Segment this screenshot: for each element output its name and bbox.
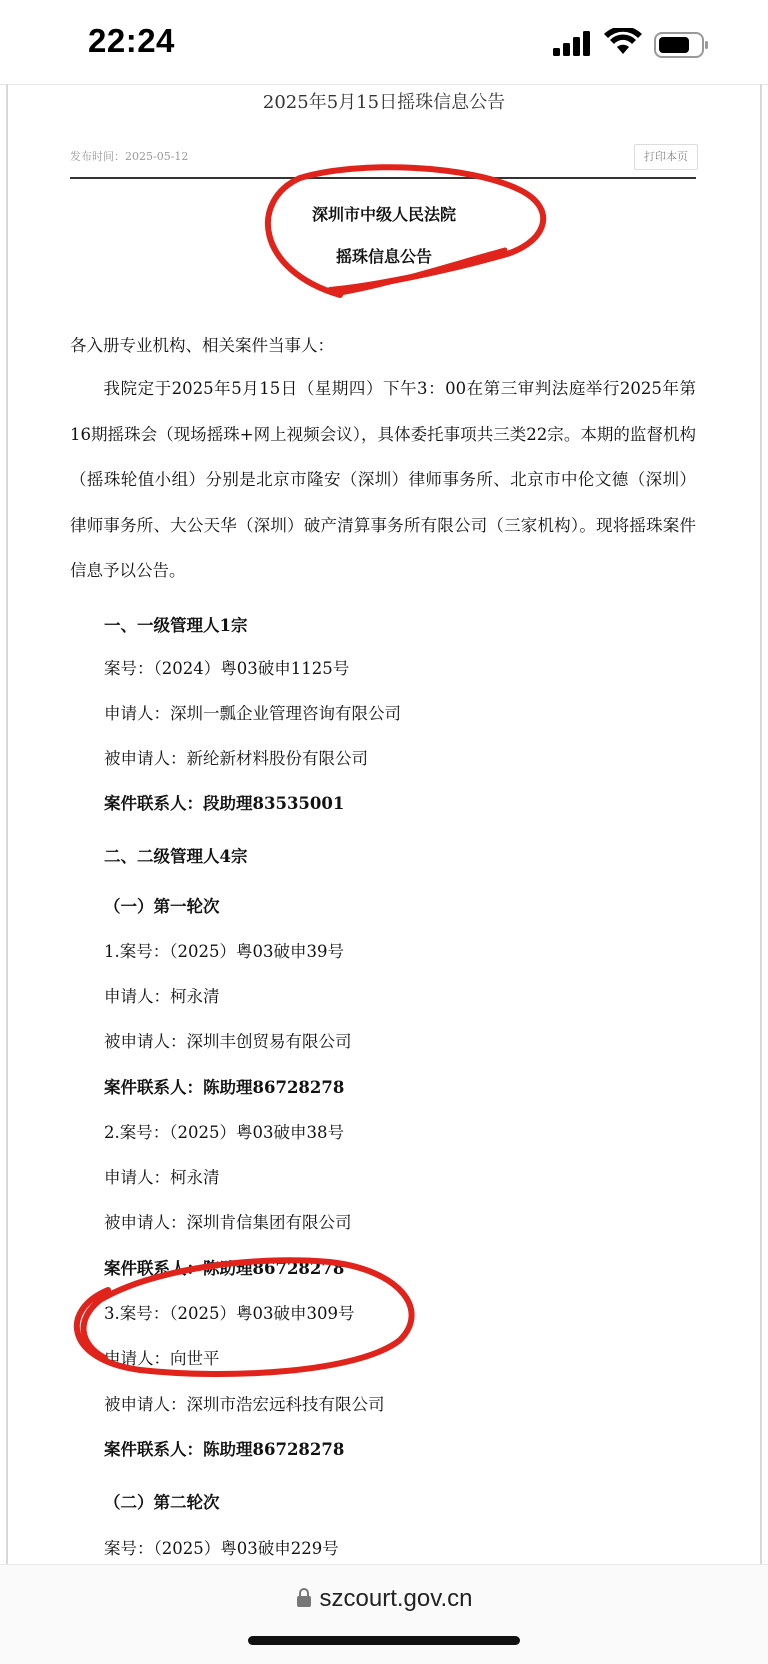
publish-date: 发布时间：2025-05-12 bbox=[70, 150, 189, 163]
case-number: 案号：（2025）粤03破申229号 bbox=[104, 1539, 339, 1558]
header-divider bbox=[70, 177, 696, 179]
page-border-right bbox=[760, 84, 762, 1564]
case-contact: 案件联系人：段助理83535001 bbox=[104, 794, 345, 813]
applicant: 申请人：柯永清 bbox=[104, 987, 220, 1006]
clock: 22:24 bbox=[88, 22, 175, 59]
applicant: 申请人：柯永清 bbox=[104, 1168, 220, 1187]
notice-body bbox=[70, 366, 696, 594]
address-bar[interactable] bbox=[0, 1585, 768, 1613]
applicant: 申请人：向世平 bbox=[104, 1349, 220, 1368]
salutation: 各入册专业机构、相关案件当事人： bbox=[70, 336, 334, 355]
respondent: 被申请人：深圳肯信集团有限公司 bbox=[104, 1213, 352, 1232]
case-contact: 案件联系人：陈助理86728278 bbox=[104, 1259, 345, 1278]
notice-title: 摇珠信息公告 bbox=[335, 247, 432, 266]
page-border-left bbox=[6, 84, 8, 1564]
respondent: 被申请人：新纶新材料股份有限公司 bbox=[104, 749, 368, 768]
browser-bottom-bar bbox=[0, 1564, 768, 1664]
applicant: 申请人：深圳一瓢企业管理咨询有限公司 bbox=[104, 704, 401, 723]
court-name: 深圳市中级人民法院 bbox=[311, 205, 456, 224]
url-text: szcourt.gov.cn bbox=[319, 1585, 473, 1612]
section-2-heading: 二、二级管理人4宗 bbox=[104, 847, 248, 866]
round-1-heading: （一）第一轮次 bbox=[104, 897, 220, 916]
case-contact: 案件联系人：陈助理86728278 bbox=[104, 1440, 345, 1459]
section-1-heading: 一、一级管理人1宗 bbox=[104, 616, 248, 635]
page-title: 2025年5月15日摇珠信息公告 bbox=[262, 92, 506, 113]
cellular-signal-icon bbox=[552, 30, 592, 56]
print-button[interactable]: 打印本页 bbox=[634, 144, 698, 170]
battery-icon bbox=[654, 32, 710, 58]
page-top-edge bbox=[0, 84, 768, 85]
home-indicator[interactable] bbox=[248, 1636, 520, 1645]
case-number: 案号：（2024）粤03破申1125号 bbox=[104, 659, 350, 678]
lock-icon bbox=[296, 1588, 312, 1608]
case-number: 1.案号：（2025）粤03破申39号 bbox=[104, 942, 344, 961]
case-number: 3.案号：（2025）粤03破申309号 bbox=[104, 1304, 355, 1323]
web-page bbox=[0, 84, 768, 1564]
status-bar bbox=[0, 0, 768, 88]
round-2-heading: （二）第二轮次 bbox=[104, 1493, 220, 1512]
wifi-icon bbox=[604, 28, 642, 56]
respondent: 被申请人：深圳丰创贸易有限公司 bbox=[104, 1032, 352, 1051]
respondent: 被申请人：深圳市浩宏远科技有限公司 bbox=[104, 1395, 385, 1414]
case-number: 2.案号：（2025）粤03破申38号 bbox=[104, 1123, 344, 1142]
case-contact: 案件联系人：陈助理86728278 bbox=[104, 1078, 345, 1097]
notice-body-text: 我院定于2025年5月15日（星期四）下午3：00在第三审判法庭举行2025年第16期摇珠会（现场摇珠+网上视频会议），具体委托事项共三类22宗。本期的监督机构（摇珠轮值小组）分别是北京市隆安（深圳）律师事务所、北京市中伦文德（深圳）律师事务所、大公天华（深圳）破产清算事务所有限公司（三家机构）。现将摇珠案件信息予以公告。 bbox=[70, 379, 696, 580]
